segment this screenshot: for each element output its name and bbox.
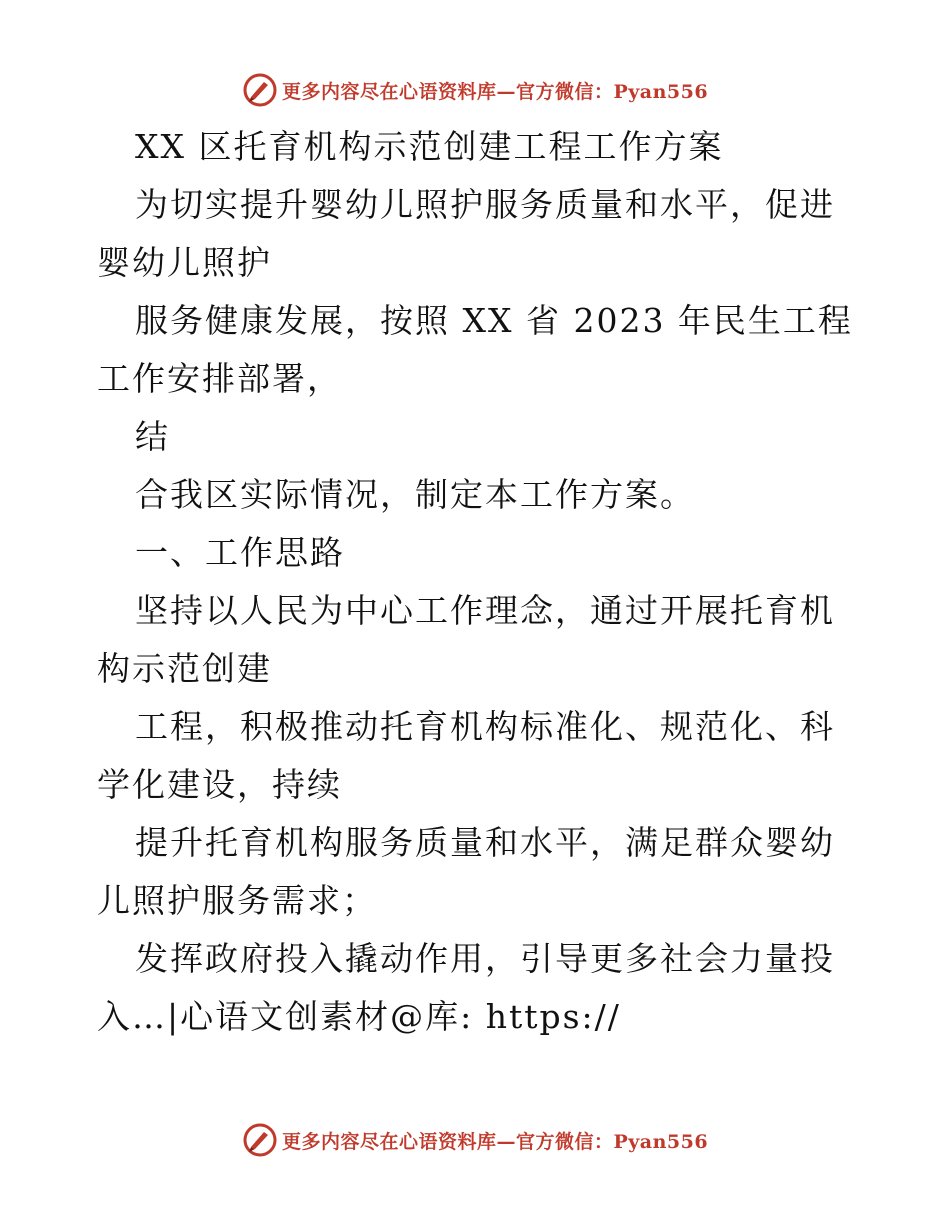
paragraph: 提升托育机构服务质量和水平，满足群众婴幼儿照护服务需求； (97, 823, 835, 920)
paragraph: 坚持以人民为中心工作理念，通过开展托育机构示范创建 (97, 591, 835, 688)
footer-watermark (0, 1120, 950, 1160)
header-watermark (0, 70, 950, 110)
paragraph: 发挥政府投入撬动作用，引导更多社会力量投入…|心语文创素材@库: https:// (97, 939, 835, 1036)
watermark-text: 更多内容尽在心语资料库—官方微信：Pyan556 (281, 80, 709, 103)
pen-circle-logo (242, 72, 278, 108)
section-heading: 一、工作思路 (135, 533, 345, 572)
paragraph: 为切实提升婴幼儿照护服务质量和水平，促进婴幼儿照护 (97, 185, 835, 282)
paragraph: 结 (135, 417, 170, 456)
paragraph: 服务健康发展，按照 XX 省 2023 年民生工程工作安排部署， (97, 301, 853, 398)
pen-circle-logo (242, 1122, 278, 1158)
paragraph: 合我区实际情况，制定本工作方案。 (135, 475, 695, 514)
watermark-text: 更多内容尽在心语资料库—官方微信：Pyan556 (281, 1130, 709, 1153)
doc-title: XX 区托育机构示范创建工程工作方案 (135, 127, 724, 166)
paragraph: 工程，积极推动托育机构标准化、规范化、科学化建设，持续 (97, 707, 835, 804)
document-body (97, 118, 857, 1046)
